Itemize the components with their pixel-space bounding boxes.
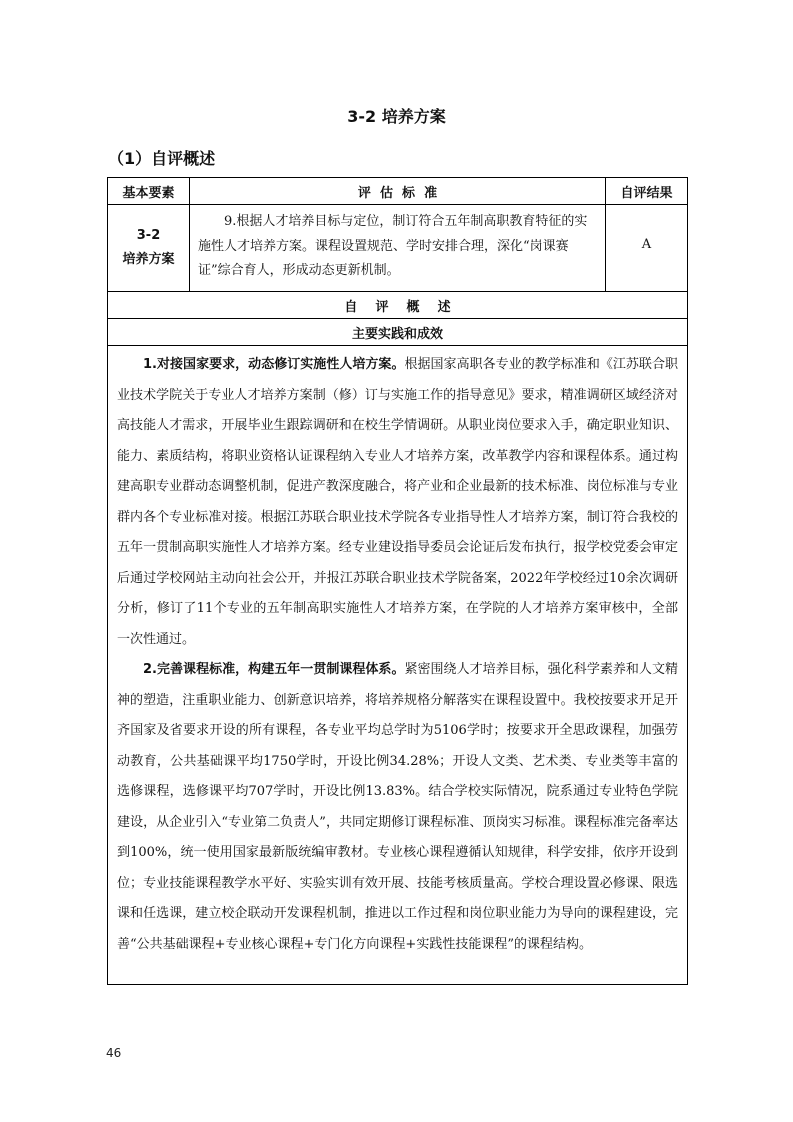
overview-header: 自 评 概 述: [108, 292, 688, 319]
practice-paragraph: [117, 350, 678, 655]
practice-paragraph: [117, 655, 678, 960]
practice-body-row: [108, 346, 688, 985]
paragraph-lead: 1.对接国家要求，动态修订实施性人培方案。: [143, 357, 405, 372]
item-name: 培养方案: [122, 252, 175, 267]
paragraph-text: 紧密围绕人才培养目标，强化科学素养和人文精神的塑造，注重职业能力、创新意识培养，将培养规格分解落实在课程设置中。我校按要求开足开齐国家及省要求开设的所有课程，各专业平均总学时为5106学时；按要求开全思政课程，加强劳动教育，公共基础课平均1750学时，开设比例34.28%；开设人文类、艺术类、专业类等丰富的选修课程，选修课平均707学时，开设比例13.83%。结合学校实际情况，院系通过专业特色学院建设，从企业引入“专业第二负责人”，共同定期修订课程标准、顶岗实习标准。课程标准完备率达到100%，统一使用国家最新版统编审教材。专业核心课程遵循认知规律，科学安排，依序开设到位；专业技能课程教学水平好、实验实训有效开展、技能考核质量高。学校合理设置必修课、限选课和任选课，建立校企联动开发课程机制，推进以工作过程和岗位职业能力为导向的课程建设，完善“公共基础课程+专业核心课程+专门化方向课程+实践性技能课程”的课程结构。: [117, 662, 678, 952]
section-title: 3-2 培养方案: [347, 107, 446, 126]
table-row: [108, 205, 688, 292]
subsection-title: （1）自评概述: [108, 149, 216, 168]
page-number: 46: [106, 1046, 122, 1060]
criteria-cell: [190, 205, 606, 292]
practice-header: 主要实践和成效: [108, 319, 688, 346]
paragraph-lead: 2.完善课程标准，构建五年一贯制课程体系。: [143, 662, 405, 677]
item-code: 3-2: [136, 228, 161, 243]
header-self-evaluation-result: 自评结果: [606, 178, 688, 205]
header-basic-element: 基本要素: [108, 178, 190, 205]
table-header-row: [108, 178, 688, 205]
result-cell: A: [606, 205, 688, 292]
criteria-text: 9.根据人才培养目标与定位，制订符合五年制高职教育特征的实施性人才培养方案。课程设置规范、学时安排合理，深化“岗课赛证”综合育人，形成动态更新机制。: [198, 214, 588, 279]
paragraph-text: 根据国家高职各专业的教学标准和《江苏联合职业技术学院关于专业人才培养方案制（修）订与实施工作的指导意见》要求，精准调研区域经济对高技能人才需求，开展毕业生跟踪调研和在校生学情调研。从职业岗位要求入手，确定职业知识、能力、素质结构，将职业资格认证课程纳入专业人才培养方案，改革教学内容和课程体系。通过构建高职专业群动态调整机制，促进产教深度融合，将产业和企业最新的技术标准、岗位标准与专业群内各个专业标准对接。根据江苏联合职业技术学院各专业指导性人才培养方案，制订符合我校的五年一贯制高职实施性人才培养方案。经专业建设指导委员会论证后发布执行，报学校党委会审定后通过学校网站主动向社会公开，并报江苏联合职业技术学院备案，2022年学校经过10余次调研分析，修订了11个专业的五年制高职实施性人才培养方案，在学院的人才培养方案审核中，全部一次性通过。: [117, 357, 678, 647]
overview-header-row: [108, 292, 688, 319]
header-evaluation-criteria: 评 估 标 准: [190, 178, 606, 205]
practice-header-row: [108, 319, 688, 346]
item-cell: [108, 205, 190, 292]
self-evaluation-table: [107, 177, 688, 985]
practice-body-cell: [108, 346, 688, 985]
